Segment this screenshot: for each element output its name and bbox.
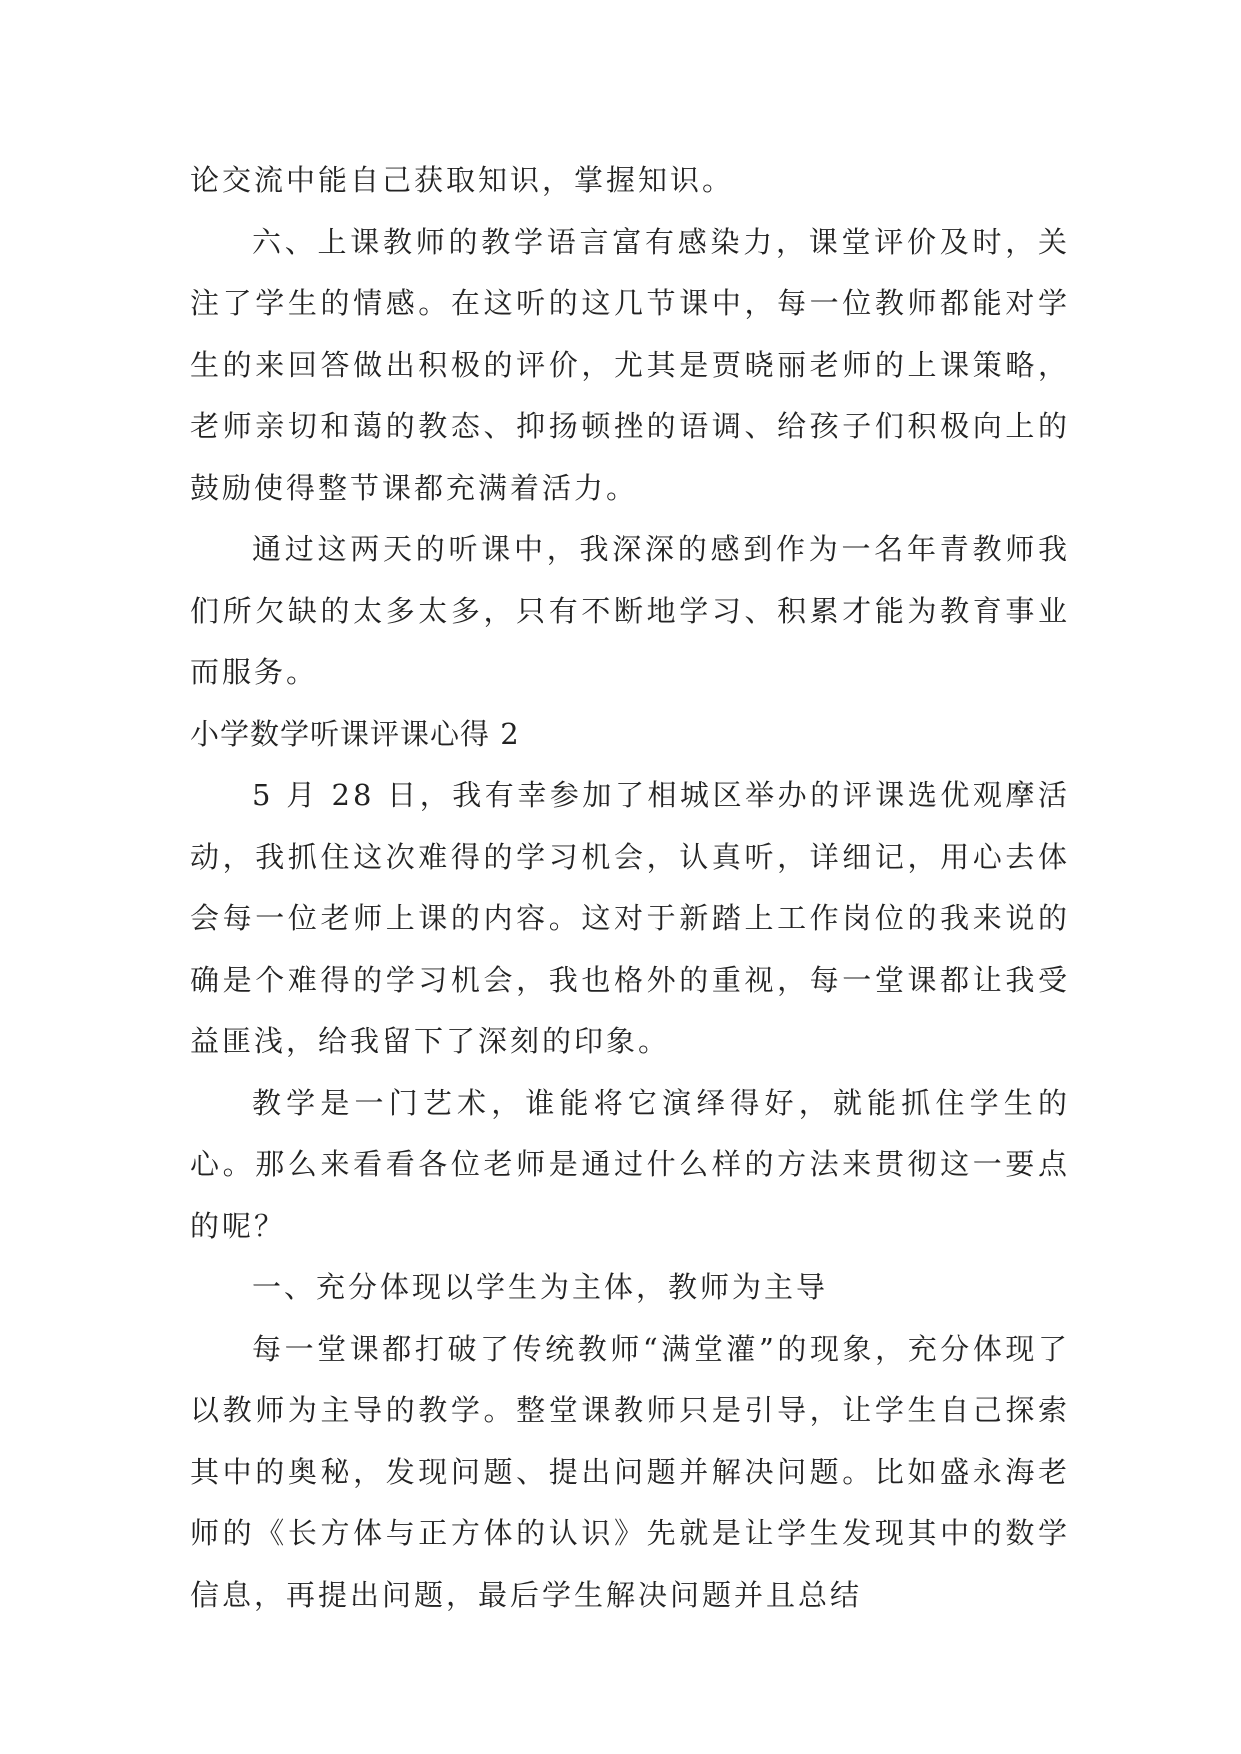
paragraph-1: 论交流中能自己获取知识，掌握知识。 — [190, 163, 735, 197]
paragraph-5: 教学是一门艺术，谁能将它演绎得好，就能抓住学生的心。那么来看看各位老师是通过什么样的方法来贯彻这一要点的呢？ — [190, 1085, 1070, 1243]
document-body — [190, 150, 1070, 1626]
section-title: 小学数学听课评课心得 2 — [190, 716, 520, 751]
paragraph-4: 5 月 28 日，我有幸参加了相城区举办的评课选优观摩活动，我抓住这次难得的学习机会，认真听，详细记，用心去体会每一位老师上课的内容。这对于新踏上工作岗位的我来说的确是个难得的学习机会，我也格外的重视，每一堂课都让我受益匪浅，给我留下了深刻的印象。 — [190, 778, 1070, 1058]
paragraph-6: 每一堂课都打破了传统教师“满堂灌”的现象，充分体现了以教师为主导的教学。整堂课教师只是引导，让学生自己探索其中的奥秘，发现问题、提出问题并解决问题。比如盛永海老师的《长方体与正方体的认识》先就是让学生发现其中的数学信息，再提出问题，最后学生解决问题并且总结 — [190, 1331, 1070, 1612]
paragraph-2: 六、上课教师的教学语言富有感染力，课堂评价及时，关注了学生的情感。在这听的这几节课中，每一位教师都能对学生的来回答做出积极的评价，尤其是贾晓丽老师的上课策略，老师亲切和蔼的教态、抑扬顿挫的语调、给孩子们积极向上的鼓励使得整节课都充满着活力。 — [190, 224, 1070, 505]
subheading-1: 一、充分体现以学生为主体，教师为主导 — [252, 1270, 829, 1304]
paragraph-3: 通过这两天的听课中，我深深的感到作为一名年青教师我们所欠缺的太多太多，只有不断地学习、积累才能为教育事业而服务。 — [190, 532, 1070, 689]
